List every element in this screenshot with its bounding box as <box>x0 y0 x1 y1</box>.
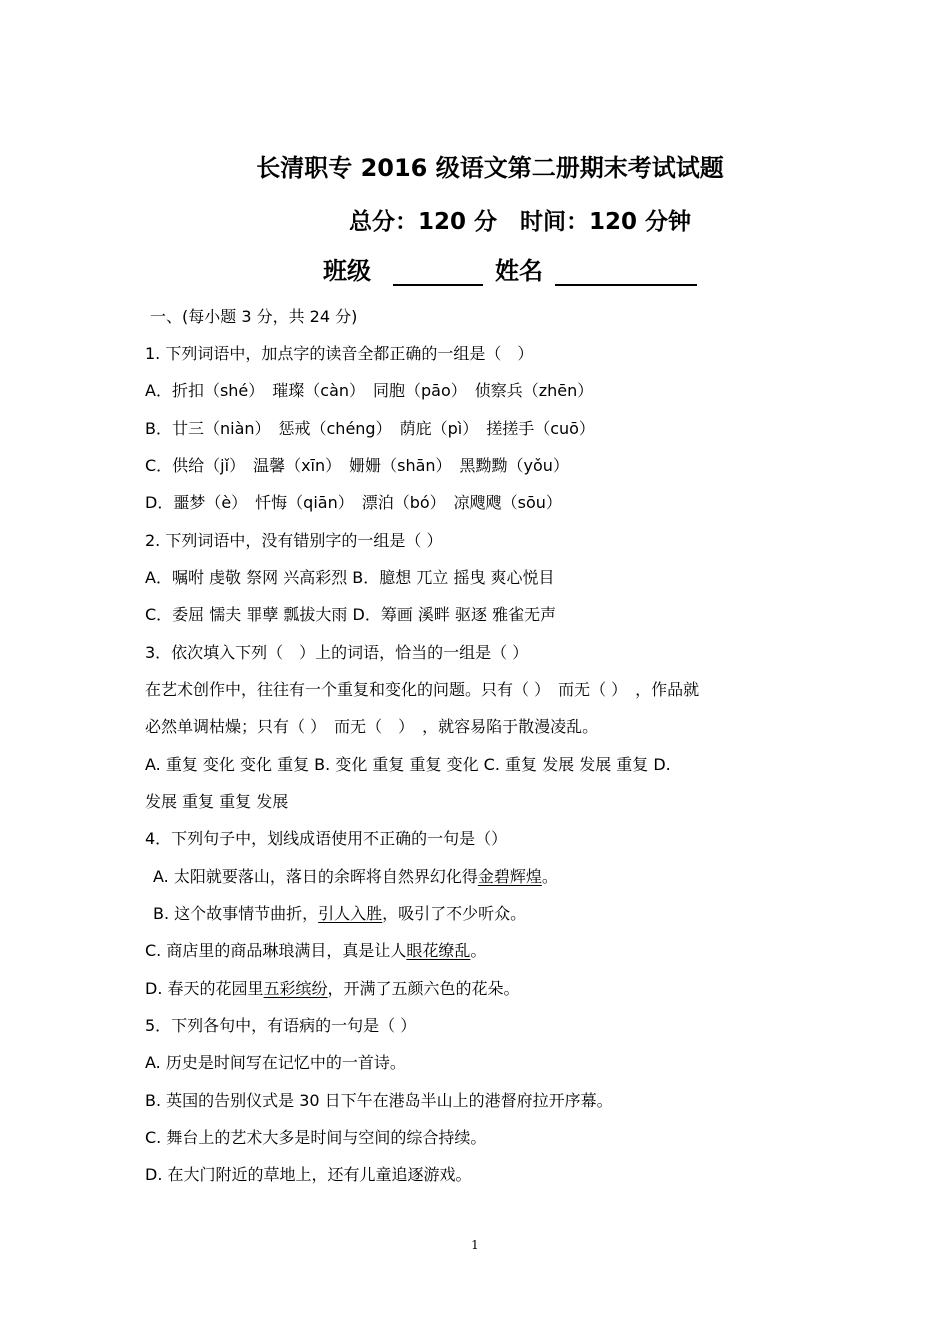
underlined-idiom: 五彩缤纷 <box>263 979 328 998</box>
question-1-option-d: D．噩梦（è） 忏悔（qiān） 漂泊（bó） 凉飕飕（sōu） <box>145 493 562 512</box>
score-time-line: 总分：120 分 时间：120 分钟 <box>348 209 692 235</box>
name-label: 姓名 <box>495 257 543 285</box>
question-2-options-ab: A．嘱咐 虔敬 祭网 兴高彩烈 B．臆想 兀立 摇曳 爽心悦目 <box>145 568 555 587</box>
section-heading: 一、(每小题 3 分，共 24 分) <box>150 307 358 326</box>
question-1-option-a: A．折扣（shé） 璀璨（càn） 同胞（pāo） 侦察兵（zhēn） <box>145 381 594 400</box>
question-5-option-c: C. 舞台上的艺术大多是时间与空间的综合持续。 <box>145 1128 487 1147</box>
question-5-stem: 5．下列各句中，有语病的一句是（ ） <box>145 1016 417 1035</box>
underlined-idiom: 眼花缭乱 <box>406 941 471 960</box>
question-4-option-c <box>145 940 486 962</box>
question-3-passage-1: 在艺术创作中，往往有一个重复和变化的问题。只有（ ） 而无（ ） ，作品就 <box>145 680 700 699</box>
question-3-stem: 3．依次填入下列（ ）上的词语，恰当的一组是（ ） <box>145 643 529 662</box>
question-4-stem: 4．下列句子中，划线成语使用不正确的一句是（） <box>145 829 508 848</box>
option-text: D. 春天的花园里 <box>145 979 264 998</box>
class-blank <box>393 254 483 286</box>
question-5-option-d: D. 在大门附近的草地上，还有儿童追逐游戏。 <box>145 1165 472 1184</box>
option-text: ，吸引了不少听众。 <box>382 904 527 923</box>
class-label: 班级 <box>323 257 371 285</box>
underlined-idiom: 金碧辉煌 <box>477 867 542 886</box>
question-2-stem: 2. 下列词语中，没有错别字的一组是（ ） <box>145 531 443 550</box>
option-text: A. 太阳就要落山，落日的余晖将自然界幻化得 <box>153 867 478 886</box>
question-5-option-a: A. 历史是时间写在记忆中的一首诗。 <box>145 1053 406 1072</box>
question-1-stem: 1. 下列词语中，加点字的读音全都正确的一组是（ ） <box>145 344 534 363</box>
exam-title: 长清职专 2016 级语文第二册期末考试试题 <box>256 154 724 182</box>
question-3-passage-2: 必然单调枯燥；只有（ ） 而无（ ） ，就容易陷于散漫凌乱。 <box>145 717 599 736</box>
option-text: 。 <box>541 867 558 886</box>
option-text: ，开满了五颜六色的花朵。 <box>327 979 520 998</box>
question-4-option-a <box>153 866 558 888</box>
option-text: B. 这个故事情节曲折， <box>153 904 319 923</box>
question-2-options-cd: C．委屈 懦夫 罪孽 瓢拔大雨 D．筹画 溪畔 驱逐 雅雀无声 <box>145 605 557 624</box>
underlined-idiom: 引人入胜 <box>318 904 383 923</box>
question-4-option-d <box>145 978 520 1000</box>
student-info-line <box>323 251 697 286</box>
page-number: 1 <box>471 1238 479 1252</box>
option-text: C. 商店里的商品琳琅满目，真是让人 <box>145 941 407 960</box>
name-blank <box>555 254 697 286</box>
question-1-option-b: B．廿三（niàn） 惩戒（chéng） 荫庇（pì） 搓搓手（cuō） <box>145 419 595 438</box>
question-1-option-c: C．供给（jǐ） 温馨（xīn） 姗姗（shān） 黑黝黝（yǒu） <box>145 456 569 475</box>
question-3-options-1: A. 重复 变化 变化 重复 B. 变化 重复 重复 变化 C. 重复 发展 发展 重复 D. <box>145 755 671 774</box>
question-3-options-2: 发展 重复 重复 发展 <box>145 792 289 811</box>
question-5-option-b: B. 英国的告别仪式是 30 日下午在港岛半山上的港督府拉开序幕。 <box>145 1091 613 1110</box>
option-text: 。 <box>470 941 487 960</box>
question-4-option-b <box>153 903 526 925</box>
